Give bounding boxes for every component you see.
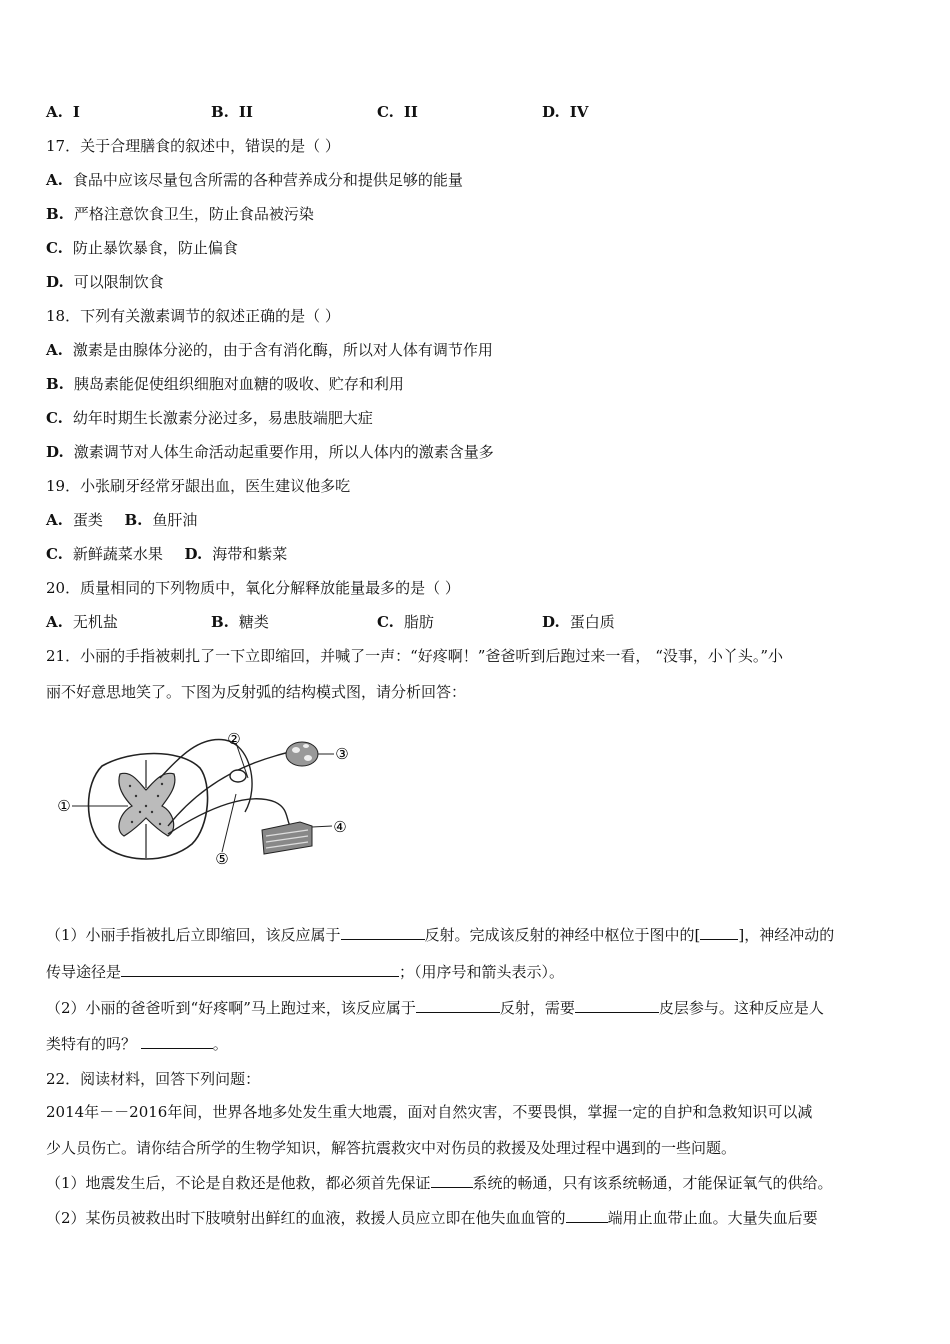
q19-options-cd: C. 新鲜蔬菜水果 D. 海带和紫菜 [46,545,288,563]
q19-options-ab: A. 蛋类 B. 鱼肝油 [46,511,198,529]
blank-reflex-type-2[interactable] [416,998,500,1013]
q22-part1: （1）地震发生后，不论是自救还是他救，都必须首先保证 系统的畅通，只有该系统畅通，才能保证氧气的供给。 [46,1174,833,1192]
q18-stem: 18．下列有关激素调节的叙述正确的是（ ） [46,307,340,325]
label-1: ① [57,797,71,815]
label-3: ③ [335,745,349,763]
q20-stem: 20．质量相同的下列物质中，氧化分解释放能量最多的是（ ） [46,579,460,597]
blank-cortex[interactable] [575,998,659,1013]
label-4: ④ [333,818,347,836]
q22-para-line2: 少人员伤亡。请你结合所学的生物学知识，解答抗震救灾中对伤员的救援及处理过程中遇到的一些问题。 [46,1139,737,1157]
ganglion [230,770,246,782]
q20-option-a: A. 无机盐 [46,613,118,631]
q21-stem-line2: 丽不好意思地笑了。下图为反射弧的结构模式图，请分析回答： [46,683,467,701]
q20-option-c: C. 脂肪 [377,613,434,631]
label-5: ⑤ [215,850,229,868]
q16-option-b: B. II [211,103,253,121]
q16-option-a: A. I [46,103,80,121]
blank-human-specific[interactable] [141,1034,213,1049]
q16-option-c: C. II [377,103,418,121]
q21-part1-line2: 传导途径是 ；（用序号和箭头表示）。 [46,963,565,981]
q21-part2-line1: （2）小丽的爸爸听到“好疼啊”马上跑过来，该反应属于 反射，需要 皮层参与。这种反应是人 [46,999,824,1017]
q18-option-d: D. 激素调节对人体生命活动起重要作用，所以人体内的激素含量多 [46,443,494,461]
q22-para-line1: 2014年－－2016年间，世界各地多处发生重大地震，面对自然灾害，不要畏惧，掌握一定的自护和急救知识可以减 [46,1103,813,1121]
blank-reflex-type[interactable] [341,925,425,940]
q21-part2-line2: 类特有的吗？ 。 [46,1035,228,1053]
q19-stem: 19．小张刷牙经常牙龈出血，医生建议他多吃 [46,477,351,495]
blank-system[interactable] [431,1173,473,1188]
q16-option-d: D. IV [542,103,589,121]
q17-option-b: B. 严格注意饮食卫生，防止食品被污染 [46,205,314,223]
q21-stem-line1: 21．小丽的手指被刺扎了一下立即缩回，并喊了一声：“好疼啊！”爸爸听到后跑过来一看， “没事，小丫头。”小 [46,647,784,665]
q22-stem: 22．阅读材料，回答下列问题： [46,1070,261,1088]
q22-part2: （2）某伤员被救出时下肢喷射出鲜红的血液，救援人员应立即在他失血血管的 端用止血带止血。大量失血后要 [46,1209,818,1227]
q20-option-b: B. 糖类 [211,613,269,631]
blank-vessel-end[interactable] [566,1208,608,1223]
q18-option-c: C. 幼年时期生长激素分泌过多，易患肢端肥大症 [46,409,373,427]
blank-center-number[interactable] [700,925,738,940]
effector-muscle [262,822,312,854]
leader-4 [312,826,332,827]
reflex-arc-diagram [50,726,360,871]
q17-stem: 17．关于合理膳食的叙述中，错误的是（ ） [46,137,340,155]
q17-option-a: A. 食品中应该尽量包含所需的各种营养成分和提供足够的能量 [46,171,463,189]
q21-part1-line1: （1）小丽手指被扎后立即缩回，该反应属于 反射。完成该反射的神经中枢位于图中的[ ]，神经冲动的 [46,926,835,944]
receptor-skin [286,742,318,766]
sensory-neuron-path [168,750,305,826]
q18-option-a: A. 激素是由腺体分泌的，由于含有消化酶，所以对人体有调节作用 [46,341,493,359]
label-2: ② [227,730,241,748]
q18-option-b: B. 胰岛素能促使组织细胞对血糖的吸收、贮存和利用 [46,375,404,393]
q17-option-c: C. 防止暴饮暴食，防止偏食 [46,239,238,257]
q17-option-d: D. 可以限制饮食 [46,273,164,291]
q20-option-d: D. 蛋白质 [542,613,615,631]
blank-conduction-path[interactable] [121,962,399,977]
